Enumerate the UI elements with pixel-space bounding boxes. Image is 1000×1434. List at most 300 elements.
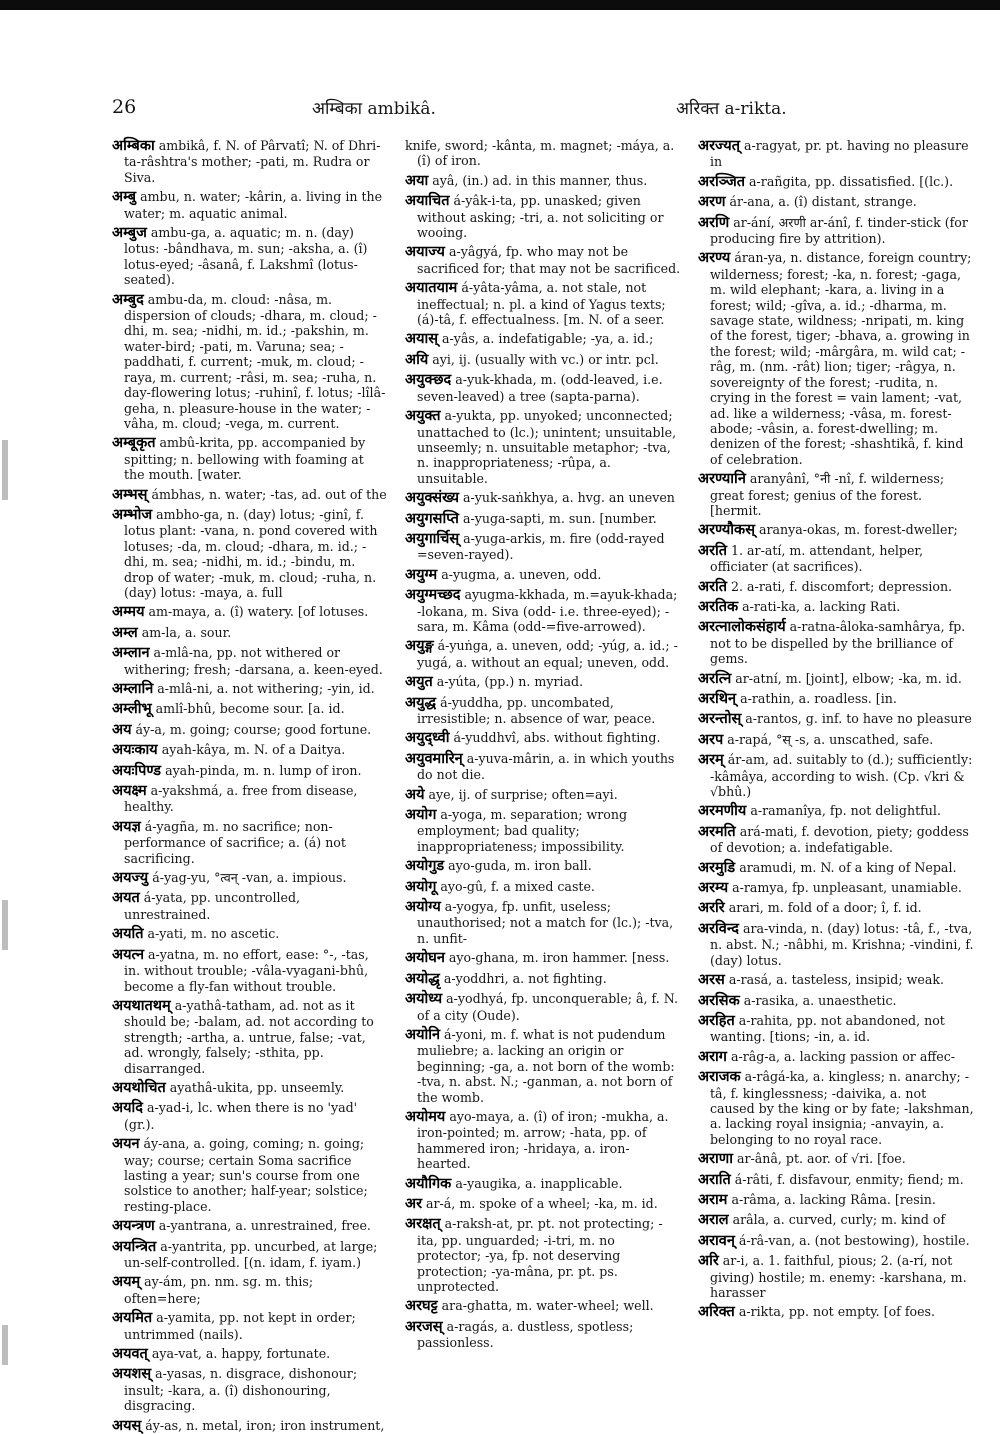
page-header [0,96,1000,126]
entry-headword: अरमति [698,823,736,840]
dictionary-entry [405,173,681,189]
entry-definition: ar-ání, अरणी ar-ánî, f. tinder-stick (for producing fire by attrition). [710,214,968,247]
dictionary-entry [698,579,974,595]
entry-definition: ámbhas, n. water; -tas, ad. out of the [151,486,387,502]
dictionary-entry [698,599,974,615]
dictionary-entry [698,522,974,538]
entry-definition: ayo-ghana, m. iron hammer. [ness. [448,950,670,966]
entry-definition: a-rati-ka, a. lacking Rati. [742,598,901,614]
dictionary-entry [405,408,681,486]
dictionary-entry [405,899,681,946]
entry-definition: a-yamita, pp. not kept in order; untrimmed (nails). [124,1310,356,1342]
entry-headword: अया [405,172,429,189]
page-number: 26 [112,96,137,118]
dictionary-entry [405,1319,681,1351]
entry-definition: ará-mati, f. devotion, piety; goddess of devotion; a. indefatigable. [710,823,969,856]
entry-definition: a-yogya, fp. unfit, useless; unauthorised; not a match for (lc.); -tva, n. unfit- [417,899,674,946]
entry-headword: अयुङ्ग [405,638,434,655]
dictionary-entry [112,870,388,886]
entry-definition: ambikâ, f. N. of Pârvatî; N. of Dhri-ta-râshtra's mother; -pati, m. Rudra or Siva. [124,138,381,185]
entry-headword: अरप [698,731,724,748]
entry-headword: अरञ्जित [698,173,746,190]
entry-headword: अयोगू [405,878,437,895]
entry-definition: ambho-ga, n. (day) lotus; -ginî, f. lotus plant: -vana, n. pond covered with lotuses; -da, m. cloud; -dhara, m. id.; -dhi, m. sea; -nidhi, m. id.; -bindu, m. drop of water; -muk, m. cloud; -ruha, n. (day) lotus: -maya, a. full [124,506,378,600]
dictionary-entry [405,244,681,276]
dictionary-entry [112,1239,388,1271]
entry-headword: अयन [112,1136,140,1153]
dictionary-entry [698,215,974,247]
entry-definition: a-rantos, g. inf. to have no pleasure [745,711,972,727]
entry-headword: अरम्य [698,880,729,897]
dictionary-entry [698,174,974,190]
entry-headword: अम्भस् [112,486,148,503]
dictionary-entry [112,1136,388,1214]
entry-definition: á-râti, f. disfavour, enmity; fiend; m. [734,1171,964,1187]
entry-headword: अरघट्ट [405,1298,438,1315]
entry-headword: अयोनि [405,1026,441,1043]
entry-definition: a-raksh-at, pr. pt. not protecting; -ita, pp. unguarded; -i-tri, m. no protector; -ya, fp. not deserving protection; -ya-mâna, pr. pt. ps. unprotected. [417,1216,663,1294]
entry-definition: a-râma, a. lacking Râma. [resin. [731,1191,936,1207]
dictionary-entry [405,352,681,368]
dictionary-entry [698,1013,974,1045]
scan-margin-mark [2,1325,8,1365]
dictionary-entry [698,250,974,467]
entry-headword: अरजस् [405,1318,443,1335]
entry-definition: ayo-maya, a. (î) of iron; -mukha, a. iron-pointed; m. arrow; -hata, pp. of hammered iron; -hridaya, a. iron-hearted. [417,1108,669,1172]
dictionary-entry [698,691,974,707]
entry-headword: अयस् [112,1417,142,1434]
entry-headword: अयत्न [112,946,144,963]
entry-headword: अम्भोज [112,506,153,523]
entry-headword: अरन्तोस् [698,711,742,728]
dictionary-entry [405,490,681,506]
dictionary-entry [698,1151,974,1167]
dictionary-entry [698,1049,974,1065]
dictionary-entry [698,880,974,896]
dictionary-entry [405,1196,681,1212]
entry-headword: अयोघन [405,950,445,967]
entry-headword: अररि [698,900,725,917]
entry-definition: a-yuk-saṅkhya, a. hvg. an uneven [463,490,675,506]
entry-headword: अयोमय [405,1108,446,1125]
entry-definition: aya-vat, a. happy, fortunate. [151,1346,331,1362]
entry-headword: अयास् [405,331,439,348]
entry-definition: ar-á, m. spoke of a wheel; -ka, m. id. [426,1195,658,1211]
entry-headword: अराम [698,1191,728,1208]
dictionary-entry [112,225,388,288]
dictionary-entry [405,372,681,404]
entry-definition: a-yuk-khada, m. (odd-leaved, i.e. seven-leaved) a tree (sapta-parna). [417,372,663,404]
entry-definition: á-yuddha, pp. uncombated, irresistible; n. absence of war, peace. [417,694,656,726]
left-guide-word: अम्बिका ambikâ. [312,99,436,119]
entry-headword: अम्बुज [112,225,147,242]
entry-definition: ambû-krita, pp. accompanied by spitting; n. bellowing with foaming at the mouth. [water. [124,435,366,483]
dictionary-entry [405,1298,681,1314]
entry-headword: अयुक्त [405,408,441,425]
dictionary-entry [698,671,974,687]
entry-definition: áy-a, m. going; course; good fortune. [135,721,372,737]
entry-definition: aramudi, m. N. of a king of Nepal. [739,859,957,875]
entry-headword: अयशस् [112,1366,152,1383]
entry-headword: अयुगार्चिस् [405,530,460,547]
entry-headword: अयुवमारिन् [405,750,463,767]
entry-definition: a-yuga-sapti, m. sun. [number. [462,510,657,526]
entry-headword: अयुग्म [405,566,438,583]
entry-definition: a-ragás, a. dustless, spotless; passionless. [417,1318,634,1351]
entry-headword: अयन्त्रित [112,1238,157,1255]
entry-headword: अरत्नि [698,670,732,687]
dictionary-entry [698,921,974,968]
entry-definition: a-yathâ-tatham, ad. not as it should be; -balam, ad. not according to strength; -artha, a. untrue, false; -vat, ad. wrongly, falsely; -sthita, pp. disarranged. [124,997,374,1076]
dictionary-entry [698,732,974,748]
entry-definition: a-yaugika, a. inapplicable. [455,1175,623,1191]
entry-definition: arari, m. fold of a door; î, f. id. [728,900,922,916]
entry-headword: अरणि [698,214,730,231]
dictionary-entry [698,803,974,819]
entry-headword: अयोग [405,807,437,824]
entry-definition: a-yukta, pp. unyoked; unconnected; unattached to (lc.); unintent; unsuitable, unseemly; n. unsuitable metaphor; -tva, n. inappropriateness; -rûpa, a. unsuitable. [417,408,677,486]
entry-headword: अरिक्त [698,1304,735,1321]
entry-headword: अयुक्छद [405,372,452,389]
entry-definition: a-yâs, a. indefatigable; -ya, a. id.; [442,331,654,347]
dictionary-entry [405,787,681,803]
entry-definition: a-rahita, pp. not abandoned, not wanting. [tions; -in, a. id. [710,1012,945,1045]
dictionary-entry [698,1304,974,1320]
entry-headword: अयक्ष्म [112,783,147,800]
entry-definition: ar-i, a. 1. faithful, pious; 2. (a-rí, not giving) hostile; m. enemy: -karshana, m. harasser [710,1253,967,1300]
dictionary-entry [405,280,681,327]
dictionary-entry [698,993,974,1009]
dictionary-entry [112,998,388,1076]
entry-headword: अयुगसप्ति [405,510,459,527]
entry-headword: अराति [698,1171,731,1188]
dictionary-entry [112,487,388,503]
entry-definition: a-rañgita, pp. dissatisfied. [(lc.). [749,173,954,189]
dictionary-entry [405,730,681,746]
dictionary-entry [112,138,388,185]
dictionary-entry [698,138,974,170]
dictionary-entry [698,1233,974,1249]
entry-headword: अरक्षत् [405,1216,441,1233]
entry-headword: अयथातथम् [112,997,171,1014]
dictionary-entry [405,1216,681,1294]
entry-definition: ayo-guda, m. iron ball. [448,858,592,874]
scan-margin-mark [2,440,8,500]
entry-definition: ayathâ-ukita, pp. unseemly. [169,1079,345,1095]
entry-definition: ar-atní, m. [joint], elbow; -ka, m. id. [735,670,962,686]
entry-headword: अरतिक [698,598,739,615]
entry-definition: a-yoga, m. separation; wrong employment; bad quality; inappropriateness; impossibility. [417,807,628,854]
dictionary-entry [112,435,388,482]
dictionary-entry [698,471,974,518]
entry-definition: á-yuddhvî, abs. without fighting. [453,730,661,746]
entry-headword: अरण [698,194,726,211]
entry-definition: ay-ám, pn. nm. sg. m. this; often=here; [124,1274,314,1306]
dictionary-entry [698,1253,974,1300]
dictionary-entry [405,1176,681,1192]
dictionary-entry [698,711,974,727]
entry-headword: अये [405,786,425,803]
entry-definition: a-râgá-ka, a. kingless; n. anarchy; -tâ, f. kinglessness; -daivika, a. not caused by the king or by fate; -lakshman, a. lacking royal insignia; -anvayin, a. belonging to no royal race. [710,1069,974,1147]
entry-definition: aye, ij. of surprise; often=ayi. [428,786,618,802]
entry-definition: a-rathin, a. roadless. [in. [740,691,897,706]
entry-definition: a-yuga-arkis, m. fire (odd-rayed =seven-rayed). [417,530,665,563]
entry-headword: अम्बिका [112,138,155,154]
entry-headword: अरविन्द [698,920,740,937]
entry-definition: ayugma-kkhada, m.=ayuk-khada; -lokana, m. Siva (odd- i.e. three-eyed); -sara, m. Kâma (odd-=five-arrowed). [417,587,678,634]
entry-definition: a-yasas, n. disgrace, dishonour; insult; -kara, a. (î) dishonouring, disgracing. [124,1366,358,1414]
dictionary-entry [698,619,974,666]
dictionary-columns [112,138,974,1434]
entry-definition: a-yantrana, a. unrestrained, free. [158,1218,371,1234]
entry-headword: अम्बुद [112,291,144,308]
entry-definition: ar-ânâ, pt. aor. of √ri. [foe. [737,1151,906,1167]
dictionary-entry [405,858,681,874]
entry-definition: a-mlâ-na, pp. not withered or withering; fresh; -darsana, a. keen-eyed. [124,645,383,677]
dictionary-entry [112,763,388,779]
dictionary-entry [698,1172,974,1188]
dictionary-entry [112,645,388,677]
entry-headword: अर [405,1195,423,1212]
entry-headword: अयाज्य [405,244,445,261]
dictionary-entry [405,971,681,987]
entry-headword: अयःपिण्ड [112,762,162,779]
entry-headword: अम्लान [112,645,150,662]
dictionary-entry [698,1192,974,1208]
entry-definition: a-ramanîya, fp. not delightful. [750,803,941,819]
entry-definition: a-râg-a, a. lacking passion or affec- [730,1048,956,1064]
entry-definition: áy-as, n. metal, iron; iron instrument, [145,1417,385,1433]
entry-definition: ár-ana, a. (î) distant, strange. [729,194,917,210]
entry-definition: a-yati, m. no ascetic. [147,926,280,942]
entry-headword: अयमित [112,1310,153,1327]
dictionary-entry [405,674,681,690]
entry-definition: ayâ, (in.) ad. in this manner, thus. [432,172,648,188]
entry-definition: a-yakshmá, a. free from disease, healthy. [124,783,358,815]
dictionary-entry [405,138,681,169]
dictionary-entry [112,926,388,942]
entry-definition: á-yâta-yâma, a. not stale, not ineffectual; n. pl. a kind of Yagus texts; (á)-tâ, f. effectualness. [m. N. of a seer. [417,280,666,328]
entry-definition: á-yuṅga, a. uneven, odd; -yúg, a. id.; -yugá, a. without an equal; uneven, odd. [417,638,678,670]
entry-definition: á-yag-yu, °त्वन् -van, a. impious. [152,870,347,886]
entry-headword: अयुक्संख्य [405,490,459,507]
dictionary-entry [112,701,388,717]
entry-headword: अम्ल [112,624,138,641]
entry-definition: ambu, n. water; -kârin, a. living in the water; m. aquatic animal. [124,189,383,221]
entry-headword: अयातयाम [405,280,458,297]
dictionary-entry [405,807,681,854]
entry-headword: अयवत् [112,1346,148,1363]
entry-definition: a-mlâ-ni, a. not withering; -yin, id. [157,681,375,696]
entry-headword: अरथिन् [698,691,737,707]
dictionary-entry [112,1366,388,1413]
entry-headword: अयि [405,351,429,368]
entry-definition: a-yantrita, pp. uncurbed, at large; un-self-controlled. [(n. idam, f. iyam.) [124,1238,378,1270]
dictionary-entry [698,194,974,210]
dictionary-entry [405,991,681,1023]
entry-headword: अयन्त्रण [112,1218,155,1235]
entry-definition: a-rasika, a. unaesthetic. [743,992,897,1008]
entry-headword: अरहित [698,1012,735,1029]
dictionary-entry [112,819,388,866]
dictionary-entry [405,331,681,347]
entry-headword: अयत [112,890,140,907]
dictionary-entry [112,625,388,641]
entry-definition: a-yatna, m. no effort, ease: °-, -tas, in. without trouble; -vâla-vyagani-bhû, become a fly-fan without trouble. [124,946,369,994]
entry-definition: amlî-bhû, become sour. [a. id. [155,701,345,717]
entry-headword: अम्लीभू [112,701,152,718]
entry-headword: अयुत [405,674,433,691]
entry-definition: áy-ana, a. going, coming; n. going; way; course; certain Soma sacrifice lasting a year; sun's course from one solstice to another; half-year; solstice; resting-place. [124,1136,368,1214]
entry-definition: ayah-pinda, m. n. lump of iron. [165,762,362,778]
dictionary-entry [405,695,681,727]
entry-definition: ara-vinda, n. (day) lotus: -tâ, f., -tva, n. abst. N.; -nâbhi, m. Krishna; -vindini, f. (day) lotus. [710,920,974,968]
entry-definition: a-yad-i, lc. when there is no 'yad' (gr.). [124,1100,358,1132]
scan-margin-mark [2,900,8,950]
entry-headword: अरसिक [698,992,740,1009]
entry-definition: á-râ-van, a. (not bestowing), hostile. [738,1232,970,1248]
entry-definition: á-yâk-i-ta, pp. unasked; given without asking; -tri, a. not soliciting or wooing. [417,193,664,241]
entry-headword: अराग [698,1048,727,1065]
entry-definition: aranyânî, °नी -nî, f. wilderness; great forest; genius of the forest. [hermit. [710,471,945,518]
dictionary-entry [698,1069,974,1147]
dictionary-entry [405,1027,681,1105]
entry-headword: अयथोचित [112,1079,166,1096]
entry-definition: a-yâgyá, fp. who may not be sacrificed for; that may not be sacrificed. [417,244,681,276]
entry-definition: knife, sword; -kânta, m. magnet; -máya, a. (î) of iron. [405,138,675,169]
entry-headword: अयदि [112,1100,143,1117]
entry-headword: अरति [698,542,728,559]
dictionary-entry [112,890,388,922]
dictionary-entry [698,1212,974,1228]
entry-headword: अराजक [698,1069,741,1086]
entry-headword: अयोग्य [405,899,441,916]
dictionary-entry [112,1080,388,1096]
entry-headword: अम्बूकृत [112,435,156,452]
entry-definition: á-yagña, m. no sacrifice; non-performance of sacrifice; a. (á) not sacrificing. [124,818,346,866]
dictionary-entry [405,638,681,670]
dictionary-entry [112,947,388,994]
entry-headword: अराणा [698,1151,734,1168]
scan-top-edge [0,0,1000,10]
entry-definition: a-yuva-mârin, a. in which youths do not die. [417,750,675,783]
entry-definition: 1. ar-atí, m. attendant, helper, officiater (at sacrifices). [710,542,924,575]
dictionary-entry [112,1100,388,1132]
entry-definition: 2. a-rati, f. discomfort; depression. [731,578,953,594]
entry-headword: अम्मय [112,604,145,621]
entry-headword: अम्लानि [112,681,154,697]
entry-definition: a-rapá, °स् -s, a. unscathed, safe. [727,731,934,747]
column-3 [698,138,974,1360]
entry-definition: á-yoni, m. f. what is not pudendum muliebre; a. lacking an origin or beginning; -ga, a. not born of the womb: -tva, n. abst. N.; -ganman, a. not born of the womb. [417,1026,675,1105]
entry-headword: अय [112,721,132,738]
entry-definition: áran-ya, n. distance, foreign country; wilderness; forest; -ka, n. forest; -gaga, m. wild elephant; -kara, a. living in a forest; wild; -gîva, a. id.; -dharma, m. savage state, wildness; -nripati, m. king of the forest, tiger; -bhava, a. growing in the forest; wild; -mârgâra, m. wild cat; -râg, m. (nm. -rât) lion; tiger; -râgya, n. sovereignty of the forest; -rudita, n. crying in the forest = vain lament; -vat, ad. like a wilderness; -vâsa, m. forest-abode; -vâsin, a. forest-dwelling; m. denizen of the forest; -shashtikâ, f. kind of celebration. [710,250,972,467]
entry-headword: अरम् [698,752,724,769]
entry-definition: arâla, a. curved, curly; m. kind of [732,1212,946,1228]
dictionary-entry [698,752,974,799]
dictionary-entry [112,507,388,600]
entry-definition: a-yugma, a. uneven, odd. [441,566,602,582]
dictionary-entry [112,1310,388,1342]
dictionary-entry [112,742,388,758]
dictionary-entry [112,1418,388,1434]
entry-definition: ayi, ij. (usually with vc.) or intr. pcl. [432,351,659,367]
entry-definition: ambu-da, m. cloud: -nâsa, m. dispersion of clouds; -dhara, m. cloud; -dhi, m. sea; -nidhi, m. id.; -pakshin, m. water-bird; -pati, m. Varuna; sea; -paddhati, f. current; -muk, m. cloud; -raya, m. current; -râsi, m. sea; -ruha, n. day-flowering lotus; -ruhinî, f. lotus; -lîlâ-geha, n. pleasure-house in the water; -vâha, m. cloud; -vega, m. current. [124,291,386,431]
entry-headword: अयुद्ध्वी [405,730,450,747]
dictionary-entry [405,511,681,527]
dictionary-entry [405,1109,681,1172]
entry-headword: अरमुडि [698,859,736,876]
entry-headword: अयःकाय [112,742,158,759]
dictionary-entry [112,1346,388,1362]
dictionary-entry [698,824,974,856]
entry-headword: अयौगिक [405,1175,452,1192]
entry-headword: अरति [698,578,728,595]
dictionary-entry [112,292,388,432]
dictionary-entry [112,1218,388,1234]
entry-headword: अयति [112,926,144,943]
entry-headword: अम्बु [112,189,137,206]
entry-definition: am-la, a. sour. [141,624,232,640]
entry-headword: अरावन् [698,1232,735,1249]
entry-definition: a-rasá, a. tasteless, insipid; weak. [728,972,944,988]
entry-headword: अरस [698,972,725,989]
entry-definition: ayah-kâya, m. N. of a Daitya. [161,742,346,758]
entry-definition: ambu-ga, a. aquatic; m. n. (day) lotus: -bândhava, m. sun; -aksha, a. (î) lotus-eyed; -âsanâ, f. Lakshmî (lotus-seated). [124,225,368,288]
entry-headword: अरज्यत् [698,138,740,154]
dictionary-entry [112,722,388,738]
dictionary-entry [698,860,974,876]
entry-definition: a-ratna-âloka-samhârya, fp. not to be dispelled by the brilliance of gems. [710,619,966,667]
dictionary-entry [112,1274,388,1306]
right-guide-word: अरिक्त a-rikta. [676,99,787,119]
entry-definition: a-yodhyá, fp. unconquerable; â, f. N. of a city (Oude). [417,991,678,1023]
entry-definition: am-maya, a. (î) watery. [of lotuses. [148,604,369,620]
column-1 [112,138,388,1434]
dictionary-entry [698,900,974,916]
entry-definition: ayo-gû, f. a mixed caste. [440,878,595,894]
entry-headword: अयुग्मच्छद [405,587,461,604]
entry-headword: अरण्यौकस् [698,522,755,539]
entry-headword: अयोगुड [405,858,445,875]
dictionary-entry [405,879,681,895]
dictionary-entry [112,189,388,221]
entry-definition: a-ramya, fp. unpleasant, unamiable. [732,880,962,896]
entry-headword: अयोध्य [405,991,443,1008]
entry-definition: ara-ghatta, m. water-wheel; well. [441,1298,654,1314]
entry-headword: अयुद्ध [405,694,437,711]
entry-headword: अयम् [112,1274,141,1291]
dictionary-entry [405,587,681,634]
entry-headword: अयाचित [405,193,450,210]
entry-headword: अरण्य [698,250,731,267]
entry-headword: अयज्यु [112,870,149,887]
dictionary-entry [405,751,681,783]
dictionary-entry [112,604,388,620]
column-2 [405,138,681,1360]
entry-headword: अरण्यानि [698,471,746,488]
entry-definition: á-yata, pp. uncontrolled, unrestrained. [124,890,301,922]
entry-headword: अरमणीय [698,803,747,820]
dictionary-entry [698,543,974,575]
entry-definition: ár-am, ad. suitably to (d.); sufficiently: -kâmâya, according to wish. (Cp. √kri & √bhû.) [710,752,973,800]
dictionary-entry [405,193,681,240]
entry-definition: a-ragyat, pr. pt. having no pleasure in [710,138,969,170]
dictionary-entry [405,950,681,966]
entry-definition: a-yoddhri, a. not fighting. [443,970,607,986]
entry-headword: अरत्नालोकसंहार्य [698,619,786,636]
dictionary-entry [112,681,388,697]
